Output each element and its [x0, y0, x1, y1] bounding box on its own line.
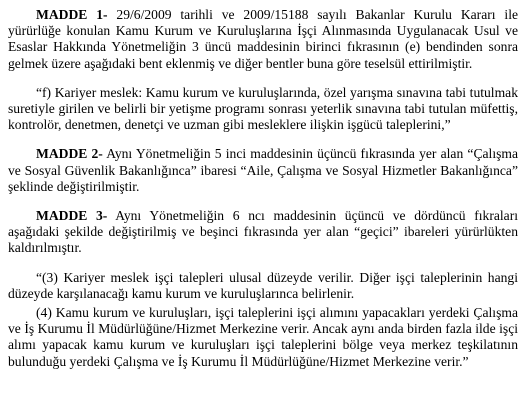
article-1-label: MADDE 1- — [36, 7, 108, 22]
article-2 — [8, 146, 518, 195]
regulation-document — [8, 7, 518, 370]
article-3-quote-2: (4) Kamu kurum ve kuruluşları, işçi taleplerini işçi alımını yapacakları yerdeki Çalışma ve İş Kurumu İl Müdürlüğüne/Hizmet Merkezine verir. Ancak aynı anda birden fazla ilde işçi alımı yapacak kamu kurum ve kuruluşları işçi taleplerini bölge veya merkez teşkilatının bulunduğu yerdeki Çalışma ve İş Kurumu İl Müdürlüğüne/Hizmet Merkezine verir.” — [8, 305, 518, 369]
article-3-body: Aynı Yönetmeliğin 6 ncı maddesinin üçüncü ve dördüncü fıkraları aşağıdaki şekilde değiştirilmiş ve beşinci fıkrasında yer alan “geçici” ibareleri yürürlükten kaldırılmıştır. — [8, 208, 518, 256]
article-2-label: MADDE 2- — [36, 146, 103, 162]
article-3-label: MADDE 3- — [36, 208, 108, 224]
article-1 — [8, 7, 518, 72]
article-3-quote-1: “(3) Kariyer meslek işçi talepleri ulusal düzeyde verilir. Diğer işçi taleplerinin hangi düzeyde karşılanacağı kamu kurum ve kuruluşlarınca belirlenir. — [8, 269, 518, 301]
article-1-quote-1: “f) Kariyer meslek: Kamu kurum ve kuruluşlarında, özel yarışma sınavına tabi tutulmak suretiyle girilen ve belirli bir yetişme programı sonrası yeterlik sınavına tabi tutulan müfettiş, kontrolör, denetmen, denetçi ve uzman gibi mesleklere ilişkin işgücü taleplerini,” — [8, 84, 518, 133]
article-2-body: Aynı Yönetmeliğin 5 inci maddesinin üçüncü fıkrasında yer alan “Çalışma ve Sosyal Güvenlik Bakanlığınca” ibaresi “Aile, Çalışma ve Sosyal Hizmetler Bakanlığınca” şeklinde değiştirilmiştir. — [8, 146, 518, 194]
article-3 — [8, 208, 518, 257]
article-1-body: 29/6/2009 tarihli ve 2009/15188 sayılı Bakanlar Kurulu Kararı ile yürürlüğe konulan Kamu Kurum ve Kuruluşlarına İşçi Alınmasında Uygulanacak Usul ve Esaslar Hakkında Yönetmeliğin 3 üncü maddesinin birinci fıkrasının (e) bendinden sonra gelmek üzere aşağıdaki bent eklenmiş ve diğer bentler buna göre teselsül ettirilmiştir. — [8, 7, 518, 71]
